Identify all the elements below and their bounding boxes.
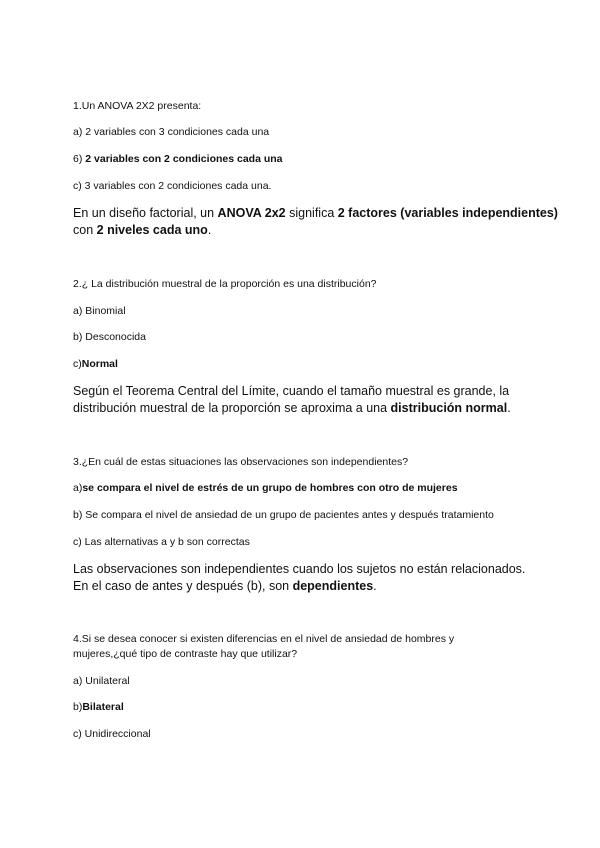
q2-explanation-line-1: Según el Teorema Central del Límite, cuando el tamaño muestral es grande, la xyxy=(73,384,510,398)
q4-option-b: b)Bilateral xyxy=(73,701,124,713)
q2-explanation-line-2: distribución muestral de la proporción se aproxima a una distribución normal. xyxy=(73,401,511,415)
q3-option-c: c) Las alternativas a y b son correctas xyxy=(73,536,250,548)
q3-option-b: b) Se compara el nivel de ansiedad de un grupo de pacientes antes y después tratamiento xyxy=(73,509,494,521)
q2-stem: 2.¿ La distribución muestral de la proporción es una distribución? xyxy=(73,278,377,290)
q4-stem-line-1: 4.Si se desea conocer si existen diferencias en el nivel de ansiedad de hombres y xyxy=(73,633,455,645)
q2-option-c: c)Normal xyxy=(73,358,118,370)
q4-option-c: c) Unidireccional xyxy=(73,728,151,740)
q1-option-c: c) 3 variables con 2 condiciones cada una. xyxy=(73,180,272,192)
q3-explanation-line-2: En el caso de antes y después (b), son dependientes. xyxy=(73,579,377,593)
q1-option-b: 6) 2 variables con 2 condiciones cada una xyxy=(73,153,283,165)
q4-stem-line-2: mujeres,¿qué tipo de contraste hay que utilizar? xyxy=(73,648,298,660)
q3-option-a: a)se compara el nivel de estrés de un grupo de hombres con otro de mujeres xyxy=(73,482,458,494)
q2-option-a: a) Binomial xyxy=(73,305,126,317)
q1-explanation-line-1: En un diseño factorial, un ANOVA 2x2 significa 2 factores (variables independientes) xyxy=(73,206,558,220)
q4-option-a: a) Unilateral xyxy=(73,675,130,687)
q1-explanation-line-2: con 2 niveles cada uno. xyxy=(73,223,212,237)
q3-stem: 3.¿En cuál de estas situaciones las observaciones son independientes? xyxy=(73,456,409,468)
q2-option-b: b) Desconocida xyxy=(73,331,146,343)
q1-stem: 1.Un ANOVA 2X2 presenta: xyxy=(73,100,202,112)
q3-explanation-line-1: Las observaciones son independientes cuando los sujetos no están relacionados. xyxy=(73,562,526,576)
q1-option-a: a) 2 variables con 3 condiciones cada una xyxy=(73,126,270,138)
